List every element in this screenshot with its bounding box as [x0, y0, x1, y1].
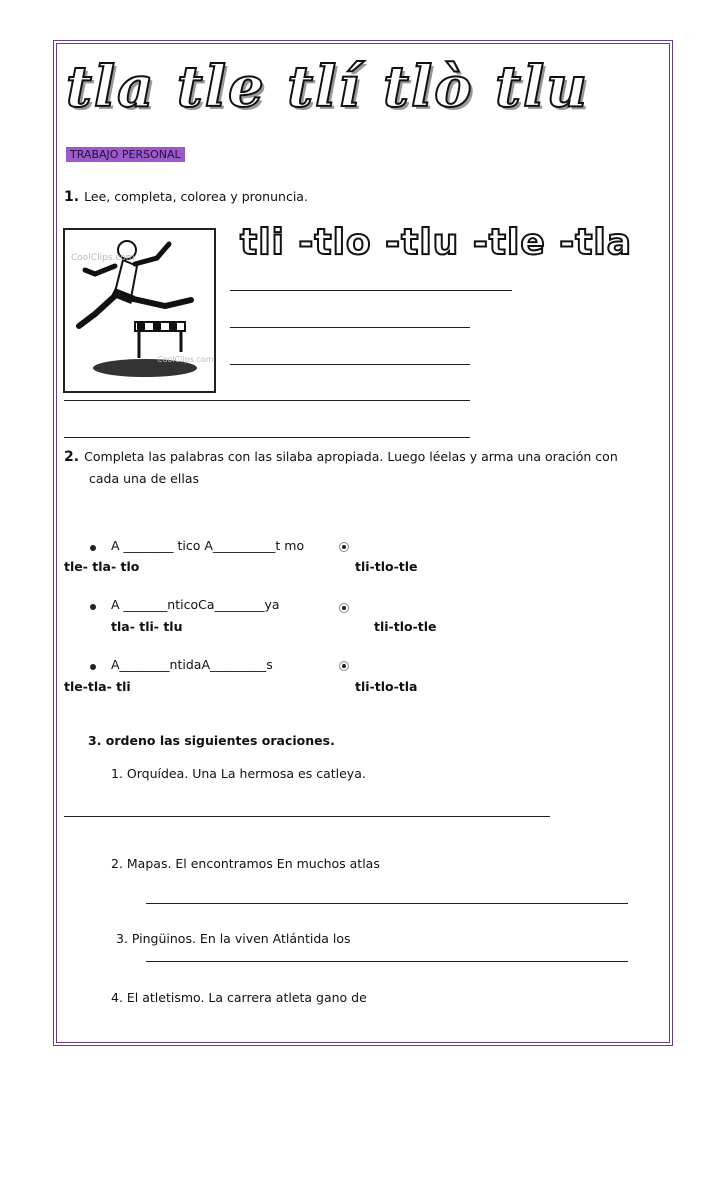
word-item: A ________ tico A__________t mo — [111, 538, 305, 553]
section1-heading — [64, 186, 308, 205]
sentence-item: 2. Mapas. El encontramos En muchos atlas — [111, 856, 380, 871]
word-item: A _______nticoCa________ya — [111, 597, 280, 612]
athlete-hurdle-image — [63, 228, 216, 393]
section2-instruction-line1: Completa las palabras con las silaba apropiada. Luego léelas y arma una oración con — [84, 449, 618, 464]
answer-line[interactable] — [230, 364, 470, 365]
sentence-item: 4. El atletismo. La carrera atleta gano de — [111, 990, 367, 1005]
option-radio[interactable] — [339, 661, 349, 671]
option-radio[interactable] — [339, 603, 349, 613]
bullet — [90, 664, 96, 670]
option-radio[interactable] — [339, 542, 349, 552]
answer-line[interactable] — [230, 327, 470, 328]
section2-instruction-line2: cada una de ellas — [89, 471, 199, 486]
bullet — [90, 545, 96, 551]
answer-line[interactable] — [64, 437, 470, 438]
syllable-options-left: tla- tli- tlu — [111, 619, 183, 634]
syllable-options-left: tle- tla- tlo — [64, 559, 140, 574]
sentence-item: 1. Orquídea. Una La hermosa es catleya. — [111, 766, 366, 781]
section2-number: 2. — [64, 449, 80, 465]
syllable-options-left: tle-tla- tli — [64, 679, 131, 694]
svg-text:CoolClips.com: CoolClips.com — [157, 355, 214, 364]
page-title: tla tle tlí tlò tlu — [66, 54, 589, 120]
svg-text:CoolClips.com: CoolClips.com — [71, 253, 135, 263]
bullet — [90, 604, 96, 610]
section3-heading: 3. ordeno las siguientes oraciones. — [88, 733, 335, 748]
syllable-options-right: tli-tlo-tla — [355, 679, 418, 694]
syllables-heading: tli -tlo -tlu -tle -tla — [240, 222, 633, 263]
answer-line[interactable] — [64, 816, 550, 817]
athlete-hurdle-icon — [65, 230, 214, 391]
syllable-options-right: tli-tlo-tle — [355, 559, 418, 574]
section1-number: 1. — [64, 189, 80, 205]
word-item: A________ntidaA_________s — [111, 657, 273, 672]
syllable-options-right: tli-tlo-tle — [374, 619, 437, 634]
answer-line[interactable] — [64, 400, 470, 401]
answer-line[interactable] — [230, 290, 512, 291]
section2-heading — [64, 446, 618, 465]
sentence-item: 3. Pingüinos. En la viven Atlántida los — [116, 931, 351, 946]
section1-instruction: Lee, completa, colorea y pronuncia. — [84, 189, 308, 204]
trabajo-personal-badge: TRABAJO PERSONAL — [66, 147, 185, 162]
answer-line[interactable] — [146, 961, 628, 962]
answer-line[interactable] — [146, 903, 628, 904]
